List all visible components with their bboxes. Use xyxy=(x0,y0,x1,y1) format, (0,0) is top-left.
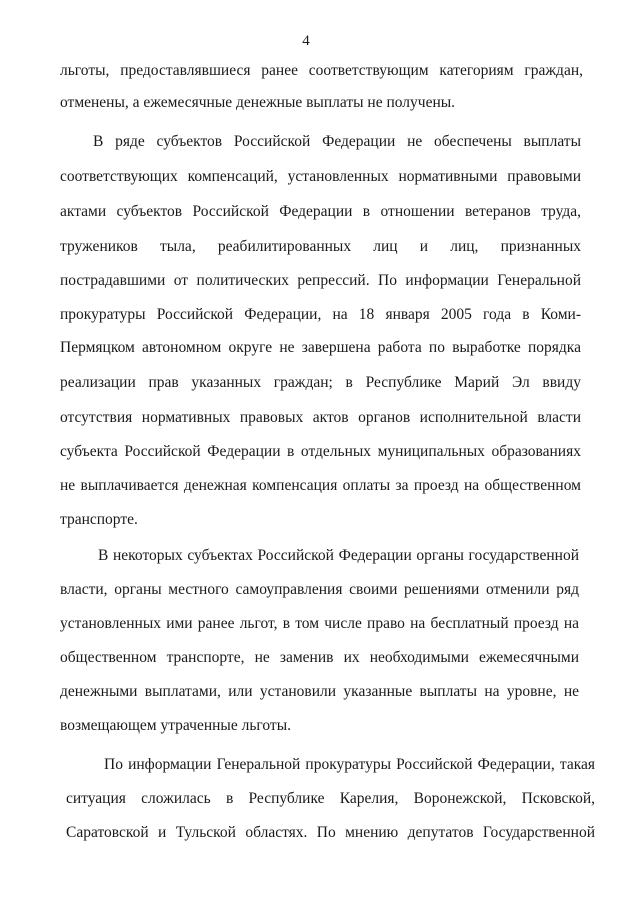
text-line: субъекта Российской Федерации в отдельных муниципальных образованиях xyxy=(60,443,581,460)
text-line: возмещающем утраченные льготы. xyxy=(60,717,291,734)
text-line: установленных ими ранее льгот, в том числе право на бесплатный проезд на xyxy=(60,615,579,632)
text-line: реализации прав указанных граждан; в Республике Марий Эл ввиду xyxy=(60,374,581,391)
text-line: Пермяцком автономном округе не завершена работа по выработке порядка xyxy=(60,339,581,356)
text-line: отсутствия нормативных правовых актов органов исполнительной власти xyxy=(60,409,581,426)
text-line: ситуация сложилась в Республике Карелия, Воронежской, Псковской, xyxy=(66,790,595,807)
text-line: пострадавшими от политических репрессий. По информации Генеральной xyxy=(60,272,581,289)
text-line: В некоторых субъектах Российской Федерации органы государственной xyxy=(98,547,579,564)
page-number: 4 xyxy=(302,33,310,49)
text-line: отменены, а ежемесячные денежные выплаты не получены. xyxy=(60,94,456,111)
text-line: не выплачивается денежная компенсация оплаты за проезд на общественном xyxy=(60,477,581,494)
text-line: актами субъектов Российской Федерации в отношении ветеранов труда, xyxy=(60,203,581,220)
text-line: В ряде субъектов Российской Федерации не обеспечены выплаты xyxy=(93,133,581,150)
text-line: денежными выплатами, или установили указанные выплаты на уровне, не xyxy=(60,683,579,700)
text-line: льготы, предоставлявшиеся ранее соответствующим категориям граждан, xyxy=(60,62,583,79)
text-line: прокуратуры Российской Федерации, на 18 января 2005 года в Коми- xyxy=(60,306,581,323)
text-line: транспорте. xyxy=(60,511,138,528)
text-line: Саратовской и Тульской областях. По мнению депутатов Государственной xyxy=(66,824,595,841)
text-line: По информации Генеральной прокуратуры Российской Федерации, такая xyxy=(104,756,595,773)
text-line: общественном транспорте, не заменив их необходимыми ежемесячными xyxy=(60,649,579,666)
text-line: соответствующих компенсаций, установленных нормативными правовыми xyxy=(60,168,581,185)
text-line: власти, органы местного самоуправления своими решениями отменили ряд xyxy=(60,581,579,598)
text-line: тружеников тыла, реабилитированных лиц и лиц, признанных xyxy=(60,238,581,255)
